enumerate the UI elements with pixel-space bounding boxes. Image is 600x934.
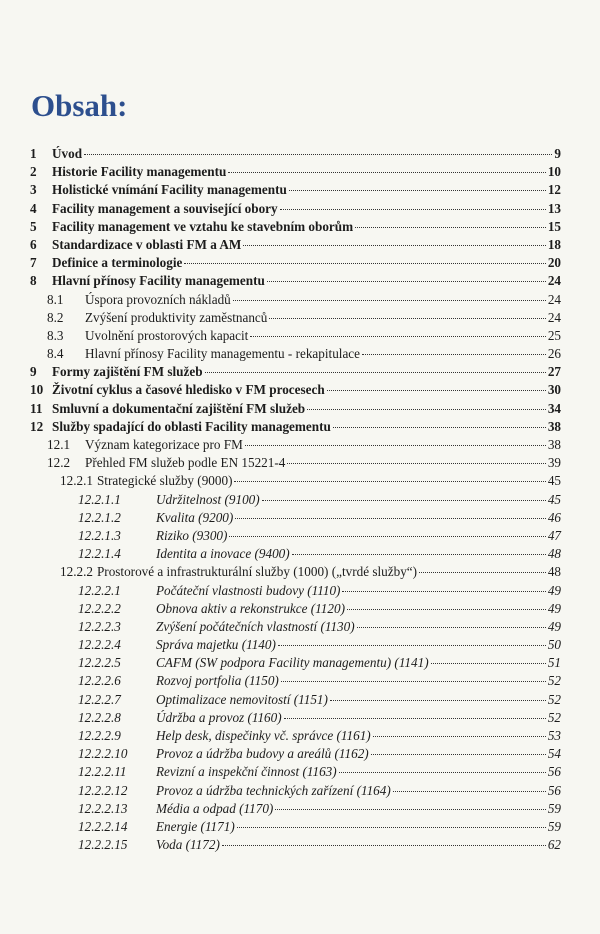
toc-entry-page: 30: [547, 382, 561, 398]
toc-entry-number: 12.2.1: [60, 473, 93, 489]
toc-dot-leader: [233, 300, 546, 301]
toc-entry-page: 24: [547, 291, 561, 307]
toc-entry-number: 12.2.2.9: [78, 728, 121, 743]
toc-entry: [30, 545, 561, 563]
toc-dot-leader: [262, 500, 546, 501]
toc-entry-title: CAFM (SW podpora Facility managementu) (1141): [156, 655, 429, 671]
toc-entry-page: 47: [547, 527, 561, 543]
toc-dot-leader: [373, 736, 546, 737]
toc-dot-leader: [431, 663, 546, 664]
toc-entry-number: 2: [30, 164, 37, 180]
toc-entry-page: 26: [547, 346, 561, 362]
toc-entry-number: 12.2.2.10: [78, 746, 128, 762]
toc-entry-title: Voda (1172): [156, 837, 220, 853]
toc-dot-leader: [237, 827, 546, 828]
toc-entry-page: 56: [547, 782, 561, 798]
toc-entry-page: 54: [547, 746, 561, 762]
toc-entry-title: Hlavní přínosy Facility managementu: [52, 273, 265, 289]
toc-entry-page: 13: [547, 200, 561, 216]
toc-entry: [30, 527, 561, 545]
toc-dot-leader: [245, 445, 546, 446]
toc-entry-title: Hlavní přínosy Facility managementu - rekapitulace: [85, 346, 361, 362]
toc-entry-number: 8.2: [47, 309, 64, 325]
toc-dot-leader: [357, 627, 546, 628]
toc-entry-title: Správa majetku (1140): [156, 637, 276, 653]
toc-entry-page: 20: [547, 255, 561, 271]
toc-entry-number: 12.2.2.6: [78, 673, 121, 689]
toc-entry-title: Facility management ve vztahu ke stavebním oborům: [52, 218, 354, 234]
toc-dot-leader: [280, 209, 546, 210]
toc-entry-number: 12.2.1.3: [78, 527, 121, 543]
toc-entry: [30, 345, 561, 363]
toc-entry-number: 6: [30, 236, 37, 252]
toc-entry-page: 48: [547, 564, 561, 580]
toc-entry-number: 12.2.1.2: [78, 509, 121, 525]
toc-entry-page: 12: [547, 182, 561, 198]
toc-entry: [30, 272, 561, 290]
toc-entry: [30, 418, 561, 436]
toc-dot-leader: [205, 372, 546, 373]
toc-dot-leader: [347, 609, 546, 610]
toc-dot-leader: [419, 572, 546, 573]
toc-entry-title: Úvod: [52, 146, 83, 161]
toc-entry-title: Obnova aktiv a rekonstrukce (1120): [156, 600, 345, 616]
toc-entry-title: Energie (1171): [156, 818, 235, 834]
toc-entry-page: 52: [547, 673, 561, 689]
toc-entry-number: 12.2.2: [60, 564, 93, 580]
toc-entry: [30, 745, 561, 763]
toc-entry-number: 9: [30, 364, 37, 380]
toc-entry-number: 12.2.2.8: [78, 709, 121, 725]
toc-entry-number: 12.2.1.1: [78, 491, 121, 507]
toc-entry: [30, 727, 561, 745]
toc-dot-leader: [278, 645, 546, 646]
toc-entry-number: 10: [30, 382, 44, 398]
toc-dot-leader: [243, 245, 545, 246]
toc-entry: [30, 836, 561, 854]
toc-entry-page: 62: [547, 837, 561, 853]
toc-entry-number: 12.2.2.14: [78, 818, 128, 834]
toc-entry-page: 48: [547, 546, 561, 562]
toc-entry-title: Holistické vnímání Facility managementu: [52, 182, 287, 198]
toc-dot-leader: [327, 390, 546, 391]
toc-entry-title: Optimalizace nemovitostí (1151): [156, 691, 328, 707]
toc-entry: [30, 254, 561, 272]
toc-entry-title: Identita a inovace (9400): [156, 546, 290, 562]
toc-entry-page: 15: [547, 218, 561, 234]
toc-dot-leader: [355, 227, 546, 228]
toc-entry: [30, 763, 561, 781]
toc-entry-page: 25: [547, 327, 561, 343]
toc-entry: [30, 600, 561, 618]
toc-entry-page: 38: [547, 437, 561, 452]
toc-dot-leader: [284, 718, 546, 719]
toc-entry: [30, 218, 561, 236]
toc-dot-leader: [292, 554, 546, 555]
toc-entry: [30, 436, 561, 454]
toc-entry-number: 5: [30, 218, 37, 234]
toc-entry-number: 12.2.2.13: [78, 800, 128, 816]
toc-dot-leader: [342, 591, 545, 592]
toc-entry-title: Riziko (9300): [156, 527, 228, 543]
toc-dot-leader: [267, 281, 546, 282]
toc-entry-title: Historie Facility managementu: [52, 164, 227, 180]
toc-dot-leader: [235, 518, 546, 519]
toc-entry-page: 24: [547, 273, 561, 289]
toc-entry-title: Provoz a údržba budovy a areálů (1162): [156, 746, 369, 762]
toc-entry-number: 12.2: [47, 455, 71, 471]
toc-entry-page: 46: [547, 509, 561, 525]
toc-entry: [30, 491, 561, 509]
toc-entry-title: Udržitelnost (9100): [156, 491, 260, 507]
toc-entry: [30, 309, 561, 327]
toc-entry-title: Help desk, dispečinky vč. správce (1161): [156, 728, 371, 743]
toc-dot-leader: [330, 700, 546, 701]
toc-entry-title: Kvalita (9200): [156, 509, 234, 525]
toc-entry-page: 9: [554, 146, 561, 161]
toc-dot-leader: [393, 791, 546, 792]
toc-entry-title: Počáteční vlastnosti budovy (1110): [156, 582, 341, 598]
toc-entry-page: 49: [547, 582, 561, 598]
toc-entry: [30, 236, 561, 254]
toc-dot-leader: [250, 336, 545, 337]
toc-entry-title: Údržba a provoz (1160): [156, 709, 282, 725]
toc-entry: [30, 563, 561, 581]
toc-dot-leader: [281, 681, 546, 682]
toc-entry: [30, 618, 561, 636]
toc-dot-leader: [84, 154, 552, 155]
toc-entry-number: 12.2.2.4: [78, 637, 121, 653]
toc-entry-number: 8.1: [47, 291, 64, 307]
toc-entry-page: 18: [547, 236, 561, 252]
toc-entry: [30, 672, 561, 690]
toc-entry: [30, 472, 561, 490]
toc-entry: [30, 400, 561, 418]
toc-entry-page: 38: [547, 418, 561, 434]
toc-entry-number: 11: [30, 400, 43, 416]
toc-entry-title: Smluvní a dokumentační zajištění FM služeb: [52, 400, 306, 416]
toc-dot-leader: [307, 409, 546, 410]
toc-entry: [30, 454, 561, 472]
contents-heading: Obsah:: [31, 88, 128, 123]
toc-entry-title: Prostorové a infrastrukturální služby (1000) („tvrdé služby“): [96, 564, 418, 580]
toc-entry-number: 12.2.2.12: [78, 782, 128, 798]
toc-entry: [30, 509, 561, 527]
toc-entry-number: 7: [30, 255, 37, 271]
toc-entry: [30, 654, 561, 672]
toc-entry-number: 12.1: [47, 437, 71, 452]
toc-entry-number: 12.2.2.1: [78, 582, 121, 598]
toc-entry-title: Životní cyklus a časové hledisko v FM procesech: [52, 382, 325, 398]
toc-entry: [30, 200, 561, 218]
table-of-contents: [30, 145, 561, 854]
toc-entry-page: 39: [547, 455, 561, 471]
toc-entry: [30, 327, 561, 345]
toc-entry-title: Rozvoj portfolia (1150): [156, 673, 279, 689]
toc-dot-leader: [222, 845, 546, 846]
toc-entry-number: 12.2.2.3: [78, 618, 121, 634]
toc-entry-title: Služby spadající do oblasti Facility managementu: [52, 418, 331, 434]
toc-entry-title: Úspora provozních nákladů: [85, 291, 231, 307]
toc-entry: [30, 709, 561, 727]
toc-entry-title: Revizní a inspekční činnost (1163): [156, 764, 337, 780]
toc-entry: [30, 800, 561, 818]
toc-entry-number: 12: [30, 418, 44, 434]
toc-entry-title: Uvolnění prostorových kapacit: [85, 327, 249, 343]
toc-entry: [30, 181, 561, 199]
toc-entry-title: Formy zajištění FM služeb: [52, 364, 203, 380]
toc-entry-number: 8.3: [47, 327, 64, 343]
toc-entry-page: 45: [547, 473, 561, 489]
toc-entry-title: Facility management a související obory: [52, 200, 278, 216]
toc-entry-title: Standardizace v oblasti FM a AM: [52, 236, 242, 252]
toc-dot-leader: [289, 190, 546, 191]
toc-entry: [30, 381, 561, 399]
toc-entry-page: 34: [547, 400, 561, 416]
toc-entry-page: 52: [547, 691, 561, 707]
toc-entry-page: 50: [547, 637, 561, 653]
toc-entry-page: 56: [547, 764, 561, 780]
toc-entry-page: 27: [547, 364, 561, 380]
toc-entry-page: 24: [547, 309, 561, 325]
toc-entry-number: 3: [30, 182, 37, 198]
toc-dot-leader: [362, 354, 546, 355]
toc-entry-page: 49: [547, 618, 561, 634]
toc-entry: [30, 582, 561, 600]
toc-entry-number: 8.4: [47, 346, 64, 362]
toc-entry-number: 12.2.2.11: [78, 764, 127, 780]
toc-entry-number: 12.2.2.7: [78, 691, 121, 707]
toc-dot-leader: [287, 463, 545, 464]
toc-entry-title: Přehled FM služeb podle EN 15221-4: [85, 455, 286, 471]
toc-entry-number: 4: [30, 200, 37, 216]
toc-entry-title: Média a odpad (1170): [156, 800, 274, 816]
toc-entry: [30, 145, 561, 163]
toc-dot-leader: [228, 172, 545, 173]
toc-entry: [30, 163, 561, 181]
toc-dot-leader: [333, 427, 546, 428]
toc-dot-leader: [184, 263, 545, 264]
toc-entry-title: Provoz a údržba technických zařízení (1164): [156, 782, 391, 798]
toc-entry-page: 59: [547, 818, 561, 834]
toc-entry-number: 12.2.2.2: [78, 600, 121, 616]
toc-entry: [30, 782, 561, 800]
toc-entry-page: 45: [547, 491, 561, 507]
toc-entry-page: 49: [547, 600, 561, 616]
toc-dot-leader: [234, 481, 545, 482]
toc-entry-page: 10: [547, 164, 561, 180]
toc-entry: [30, 291, 561, 309]
toc-dot-leader: [269, 318, 545, 319]
toc-entry-number: 12.2.2.5: [78, 655, 121, 671]
toc-entry-page: 51: [547, 655, 561, 671]
toc-entry: [30, 818, 561, 836]
toc-entry-number: 12.2.1.4: [78, 546, 121, 562]
toc-entry: [30, 363, 561, 381]
toc-dot-leader: [229, 536, 545, 537]
toc-entry-number: 8: [30, 273, 37, 289]
toc-entry-page: 52: [547, 709, 561, 725]
toc-entry-page: 59: [547, 800, 561, 816]
toc-entry: [30, 636, 561, 654]
toc-entry: [30, 691, 561, 709]
toc-entry-title: Zvýšení počátečních vlastností (1130): [156, 618, 355, 634]
toc-entry-number: 1: [30, 146, 37, 161]
toc-entry-page: 53: [547, 728, 561, 743]
toc-dot-leader: [371, 754, 546, 755]
toc-entry-title: Definice a terminologie: [52, 255, 183, 271]
toc-entry-number: 12.2.2.15: [78, 837, 128, 853]
toc-dot-leader: [339, 772, 546, 773]
toc-dot-leader: [275, 809, 545, 810]
toc-entry-title: Zvýšení produktivity zaměstnanců: [85, 309, 268, 325]
toc-entry-title: Strategické služby (9000): [96, 473, 233, 489]
toc-entry-title: Význam kategorizace pro FM: [85, 437, 243, 452]
